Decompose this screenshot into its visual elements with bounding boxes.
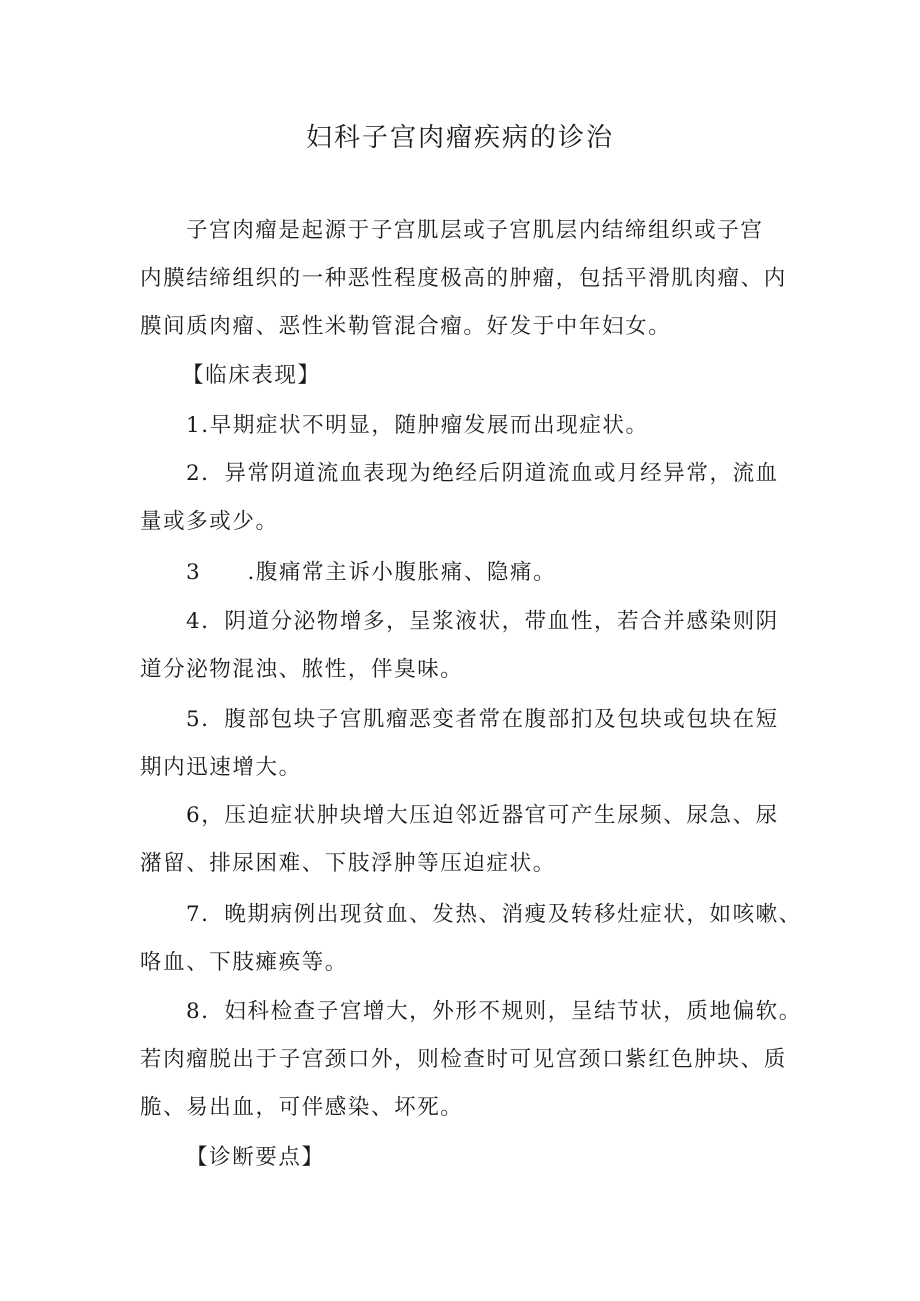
- item-8-line-2: 若肉瘤脱出于子宫颈口外，则检查时可见宫颈口紫红色肿块、质: [140, 1047, 787, 1072]
- item-4-line-2: 道分泌物混浊、脓性，伴臭味。: [140, 657, 464, 682]
- item-7-line-1: 7．晚期病例出现贫血、发热、消瘦及转移灶症状，如咳嗽、: [186, 902, 802, 927]
- item-5-line-1: 5．腹部包块子宫肌瘤恶变者常在腹部扪及包块或包块在短: [186, 707, 779, 732]
- page-title: 妇科子宫肉瘤疾病的诊治: [305, 123, 614, 153]
- item-2-line-2: 量或多或少。: [140, 509, 279, 534]
- intro-line-2: 内膜结缔组织的一种恶性程度极高的肿瘤，包括平滑肌肉瘤、内: [140, 266, 787, 291]
- item-4-line-1: 4．阴道分泌物增多，呈浆液状，带血性，若合并感染则阴: [186, 609, 779, 634]
- item-6-line-2: 潴留、排尿困难、下肢浮肿等压迫症状。: [140, 851, 556, 876]
- intro-line-3: 膜间质肉瘤、恶性米勒管混合瘤。好发于中年妇女。: [140, 314, 672, 339]
- item-2-line-1: 2．异常阴道流血表现为绝经后阴道流血或月经异常，流血: [186, 461, 779, 486]
- intro-line-1: 子宫肉瘤是起源于子宫肌层或子宫肌层内结缔组织或子宫: [186, 218, 764, 243]
- item-8-line-1: 8．妇科检查子宫增大，外形不规则，呈结节状，质地偏软。: [186, 999, 802, 1024]
- section-heading-clinical: 【临床表现】: [182, 363, 321, 388]
- item-1-line-1: 1.早期症状不明显，随肿瘤发展而出现症状。: [186, 413, 649, 438]
- item-7-line-2: 咯血、下肢瘫痪等。: [140, 950, 348, 975]
- item-3-line-1: 3 .腹痛常主诉小腹胀痛、隐痛。: [186, 560, 557, 585]
- item-8-line-3: 脆、易出血，可伴感染、坏死。: [140, 1095, 464, 1120]
- item-5-line-2: 期内迅速增大。: [140, 755, 302, 780]
- section-heading-diagnosis: 【诊断要点】: [186, 1145, 325, 1170]
- item-6-line-1: 6，压迫症状肿块增大压迫邻近器官可产生尿频、尿急、尿: [186, 803, 779, 828]
